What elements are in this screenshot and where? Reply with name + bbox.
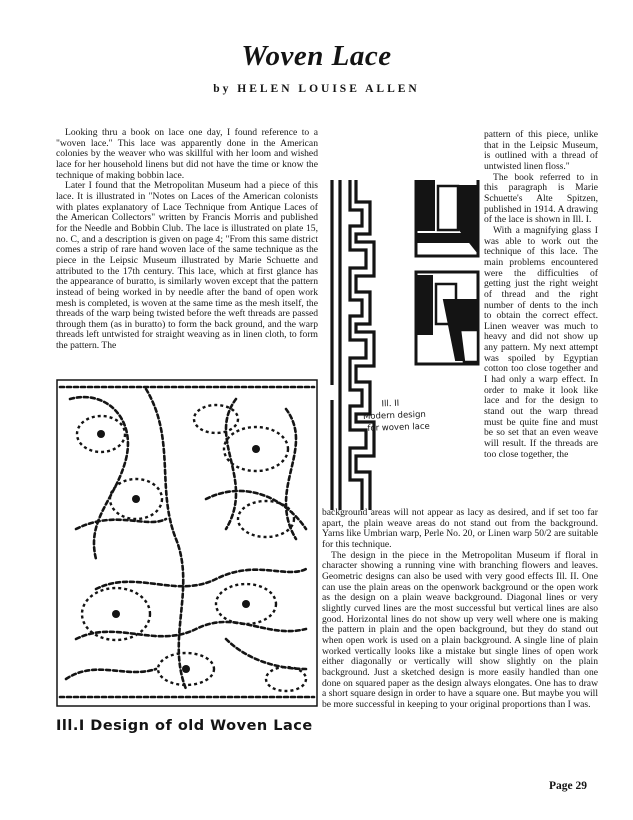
left-column [56, 128, 318, 352]
block-fill [418, 180, 434, 230]
vine-stem [206, 491, 306, 529]
illustration-2-caption [349, 395, 490, 436]
vine-stem [76, 622, 306, 639]
flower-center [132, 495, 140, 503]
flower-center [242, 600, 250, 608]
vine-stem [76, 519, 166, 529]
bottom-column [322, 508, 598, 710]
vine-stem [146, 389, 186, 689]
page-number: Page 29 [549, 780, 588, 792]
geometric-lace-drawing [326, 180, 484, 510]
article-title: Woven Lace [241, 40, 392, 72]
flower-center [97, 430, 105, 438]
vine-stem [96, 569, 306, 589]
illustration-1-caption: Ill.I Design of old Woven Lace [56, 718, 313, 734]
block-fill [418, 276, 432, 334]
vine-stem [226, 639, 306, 669]
floral-lace-drawing [56, 379, 318, 707]
paragraph: The book referred to in this paragraph is Marie Schuette's Alte Spitzen, published in 1914. A drawing of the lace is shown in Ill. I. [484, 171, 598, 226]
zigzag-line [350, 180, 366, 510]
block-fill [418, 234, 474, 242]
illustration-2-figure [326, 180, 484, 510]
flower-center [112, 610, 120, 618]
caption-line: Modern design [362, 409, 426, 422]
flower-petal [194, 405, 238, 433]
paragraph: Later I found that the Metropolitan Museum had a piece of this lace. It is illustrated in "Notes on Laces of the American colonists with plates explanatory of Lace Technique from Antique Laces of the American Collectors" written by Francis Morris and published for the Needle and Bobbin Club. The lace is illustrated on plate 15, no. C, and a description is given on page 4; "From this same district comes a strip of rare hand woven lace of the same technique as the piece in the Leipsic Museum illustrated by Marie Schuette and attributed to the 17th century. This lace, which at first glance has the appearance of buratto, is similarly woven except that the pattern instead of being worked in by needle after the band of open work mesh is completed, is woven at the same time as the mesh itself, the threads of the warp being twisted before the weft threads are passed through them (as in buratto) to form the back ground, and the warp threads left untwisted for straight weaving as in linen cloth, to form the pattern. The [56, 180, 318, 352]
paragraph: With a magnifying glass I was able to work out the technique of this lace. The main problems encountered were the difficulties of getting just the right weight of thread and the right number of dents to the inch to obtain the correct effect. Linen weaver was much to heavy and did not show up any pattern. My next attempt was spoiled by Egyptian cotton too close together and I had only a warp effect. In order to make it look like lace and for the design to stand out the warp thread must be quite fine and must be so set that an even weave will result. If the threads are too close together, the [484, 224, 598, 460]
illustration-1-figure [56, 379, 318, 707]
right-column [484, 130, 598, 460]
paragraph: Looking thru a book on lace one day, I found reference to a "woven lace." This lace was apparently done in the American colonies by the weaver who was skillful with her loom and wished lace for her household linens but did not have the time or know the technique of making bobbin lace. [56, 127, 318, 181]
paragraph: pattern of this piece, unlike that in the Leipsic Museum, is outlined with a thread of untwisted linen floss." [484, 129, 598, 172]
flower-center [182, 665, 190, 673]
flower-center [252, 445, 260, 453]
drawing-frame [57, 380, 317, 706]
paragraph: The design in the piece in the Metropolitan Museum if floral in character showing a running vine with branching flowers and leaves. Geometric designs can also be used with very good effects Ill. II. One can use the plain areas on the openwork background or the open work as the design on a plain weave background. Diagonal lines or very slightly curved lines are the most successful but vertical lines are also good. Horizontal lines do not show up very well where one is making the pattern in plain and the open background, but they do stand out when open work is used on a plain background. A single line of plain worked vertically looks like a mistake but single lines of open work either diagonally or vertically will show slightly on the plain background. Just a sketched design is more easily handled than one done on squared paper as the design always elongates. One has to draw a short square design in order to have a square one. But maybe you will be more successful in keeping to your original proportions than I was. [322, 549, 598, 710]
flower-petal [266, 667, 306, 691]
caption-line: Ill. II [381, 398, 400, 410]
vine-stem [70, 397, 128, 559]
vine-stem [66, 669, 156, 679]
article-byline: by HELEN LOUISE ALLEN [213, 83, 420, 95]
block-frame [460, 330, 478, 362]
paragraph: background areas will not appear as lacy as desired, and if set too far apart, the plain weave areas do not stand out from the background. Yarns like Umbrian warp, Perle No. 20, or Linen warp 50/2 are suitable for this technique. [322, 507, 598, 550]
block-frame [438, 186, 458, 230]
caption-line: for woven lace [367, 421, 430, 434]
